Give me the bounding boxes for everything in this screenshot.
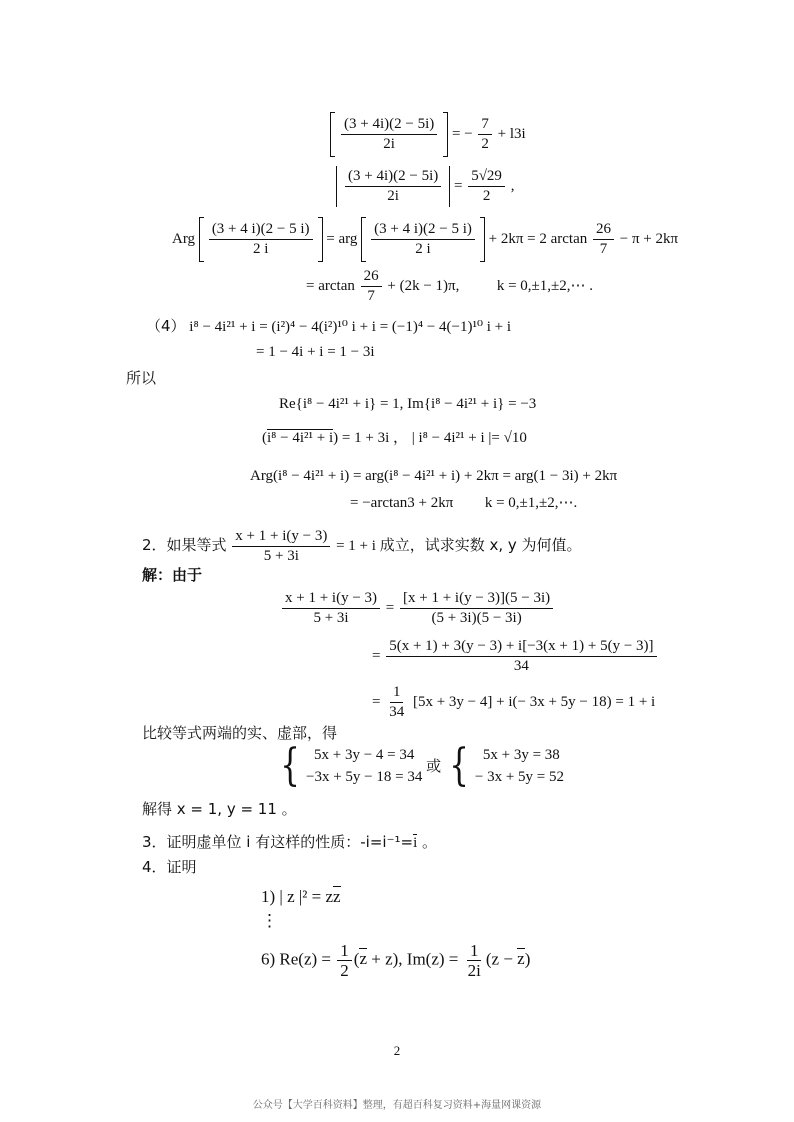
question-4: 4．证明 (142, 858, 197, 876)
system2-row1: 5x + 3y = 38 (482, 747, 560, 763)
solve3-rest: [5x + 3y − 4] + i(− 3x + 5y − 18) = 1 + i (412, 693, 656, 710)
vdots: ⋮ (261, 911, 278, 930)
conj-expr: i⁸ − 4i²¹ + i (267, 430, 334, 446)
eqC-frac2-num: (3 + 4 i)(2 − 5 i) (371, 221, 475, 240)
eqC-frac-den: 2 i (252, 241, 269, 257)
prop1-conj: z (333, 887, 341, 906)
eqD-frac-num: 26 (361, 268, 382, 287)
solve3-frac-num: 1 (390, 684, 404, 703)
solution-label: 解：由于 (142, 566, 203, 584)
eqB-frac-num: (3 + 4i)(2 − 5i) (345, 168, 441, 187)
q3-conj: i (413, 835, 418, 851)
prop6-d: (z − (485, 949, 518, 969)
q2-frac-den: 5 + 3i (263, 548, 299, 564)
eqB-tail: , (510, 177, 515, 194)
eqC-tail-a: + 2kπ = 2 arctan (488, 230, 588, 247)
question-3 (142, 833, 437, 852)
solve1-rhs-den: (5 + 3i)(5 − 3i) (431, 610, 522, 626)
solve1-lhs-num: x + 1 + i(y − 3) (282, 590, 380, 609)
eqD-krange: k = 0,±1,±2,⋯ . (496, 277, 594, 294)
solve2-den: 34 (513, 658, 529, 674)
q2-rhs: = 1 + i (336, 537, 376, 554)
property-1 (261, 888, 341, 906)
item4-label: （4） (146, 317, 186, 335)
prop6-f1-num: 1 (337, 942, 352, 961)
solve1-lhs-den: 5 + 3i (313, 610, 349, 626)
equation-d (306, 268, 593, 305)
eqD-frac-den: 7 (367, 288, 375, 304)
arg-line2-k: k = 0,±1,±2,⋯. (484, 495, 578, 511)
system2-row2: − 3x + 5y = 52 (474, 769, 564, 785)
eqC-frac-num: (3 + 4 i)(2 − 5 i) (209, 221, 313, 240)
page-number: 2 (393, 1043, 401, 1058)
item4-expr2: = 1 − 4i + i = 1 − 3i (256, 344, 375, 360)
prop6-f1-den: 2 (340, 961, 349, 980)
solve-line1 (280, 590, 555, 627)
eqB-frac-den: 2i (387, 188, 399, 204)
equation-systems: { 5x + 3y − 4 = 34 −3x + 5y − 18 = 34 或 { 5x + 3y = 38 − 3x + 5y = 52 (280, 740, 564, 791)
prop6-e: ) (524, 949, 531, 969)
eqC-mid: = arg (326, 230, 358, 247)
prop6-conj1: z (359, 949, 367, 969)
eqC-frac2-den: 2 i (415, 241, 431, 257)
system1-row1: 5x + 3y − 4 = 34 (314, 747, 415, 763)
or-label: 或 (426, 757, 442, 775)
prop6-c: + z), Im(z) = (366, 949, 459, 969)
eqA-frac-num: (3 + 4i)(2 − 5i) (341, 116, 437, 135)
equation-c (172, 217, 678, 262)
eqC-tail-b: − π + 2kπ (619, 230, 679, 247)
equation-b (336, 166, 514, 207)
eqA-rhs-b: + l3i (497, 125, 526, 142)
eqB-rhs-num: 5√29 (468, 168, 505, 187)
solve1-eq: = (385, 599, 395, 616)
solve2-num: 5(x + 1) + 3(y − 3) + i[−3(x + 1) + 5(y − 3)] (386, 638, 656, 657)
prop6-b: ( (353, 949, 360, 969)
eqC-tail-den: 7 (599, 241, 608, 257)
solution-result: 解得 x = 1, y = 11 。 (142, 800, 297, 818)
item4-expr1: i⁸ − 4i²¹ + i = (i²)⁴ − 4(i²)¹⁰ i + i = (−1)⁴ − 4(−1)¹⁰ i + i (189, 319, 512, 335)
arg-line2 (350, 494, 577, 512)
property-6 (261, 942, 530, 979)
system1-row2: −3x + 5y − 18 = 34 (306, 769, 423, 785)
prop1-a: 1) | z |² = z (261, 887, 333, 906)
solve-line3 (372, 684, 655, 721)
solve2-eq: = (372, 647, 381, 664)
eqA-rhs-num: 7 (478, 116, 492, 135)
equation-a (330, 112, 526, 157)
prop6-a: 6) Re(z) = (261, 949, 332, 969)
arg-line2-expr: = −arctan3 + 2kπ (350, 495, 454, 511)
solve1-rhs-num: [x + 1 + i(y − 3)](5 − 3i) (400, 590, 553, 609)
eqC-lead: Arg (172, 230, 196, 247)
q2-tail: 成立，试求实数 x, y 为何值。 (379, 535, 582, 554)
footer-text: 公众号【大学百科资料】整理，有超百科复习资料+海量网课资源 (252, 1100, 542, 1111)
eqD-tail: + (2k − 1)π, (387, 277, 460, 294)
arg-line1: Arg(i⁸ − 4i²¹ + i) = arg(i⁸ − 4i²¹ + i) + 2kπ = arg(1 − 3i) + 2kπ (250, 468, 618, 484)
q2-frac-num: x + 1 + i(y − 3) (232, 528, 330, 547)
q3-text: 3．证明虚单位 i 有这样的性质：-i=i⁻¹= (142, 833, 414, 851)
eqD-lead: = arctan (306, 277, 355, 294)
eqA-rhs-a: = − (451, 125, 473, 142)
solve-line2 (372, 638, 659, 675)
suoyi-label: 所以 (126, 369, 157, 387)
eqC-tail-num: 26 (593, 221, 614, 240)
eqB-rhs-eq: = (453, 177, 463, 194)
compare-text: 比较等式两端的实、虚部，得 (142, 724, 338, 742)
eqA-frac-den: 2i (383, 136, 395, 152)
eqB-rhs-den: 2 (482, 188, 491, 204)
prop6-f2-den: 2i (467, 961, 481, 980)
question-2 (142, 528, 582, 565)
q2-label: 2．如果等式 (142, 535, 227, 554)
eqA-rhs-den: 2 (481, 136, 489, 152)
prop6-f2-num: 1 (467, 942, 482, 961)
item4-line2 (256, 343, 375, 361)
prop6-conj2: z (517, 949, 525, 969)
solve3-eq: = (372, 693, 381, 710)
q3-tail: 。 (417, 833, 438, 851)
conj-line: (i⁸ − 4i²¹ + i) = 1 + 3i ， | i⁸ − 4i²¹ + i |= √10 (262, 430, 527, 446)
conj-rest: = 1 + 3i ， | i⁸ − 4i²¹ + i |= √10 (341, 430, 527, 446)
solve3-frac-den: 34 (389, 704, 405, 720)
item4-line1 (146, 317, 511, 336)
re-im-line: Re{i⁸ − 4i²¹ + i} = 1, Im{i⁸ − 4i²¹ + i} = −3 (279, 396, 537, 412)
